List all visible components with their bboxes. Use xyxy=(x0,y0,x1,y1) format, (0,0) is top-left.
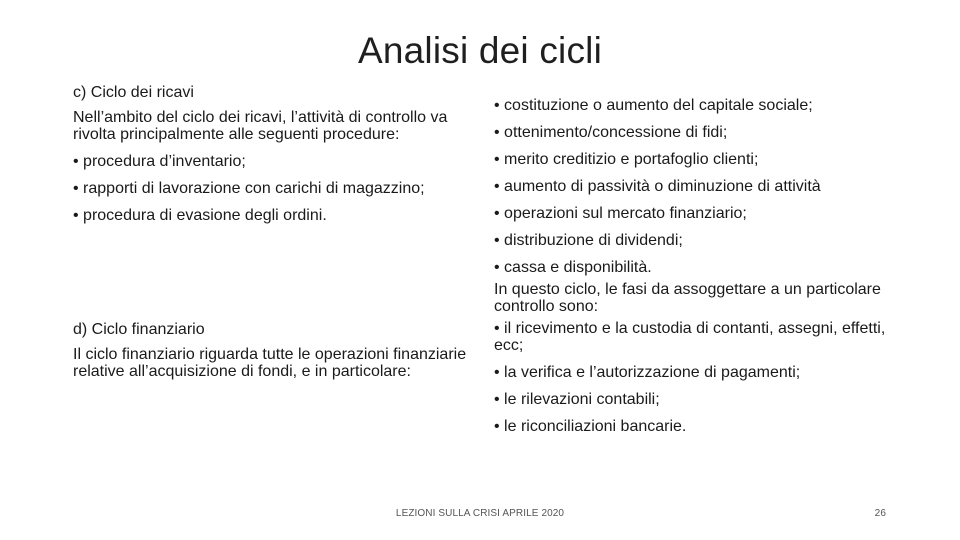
list-item: • operazioni sul mercato finanziario; xyxy=(494,205,747,222)
list-item: • ottenimento/concessione di fidi; xyxy=(494,124,728,141)
list-item: • aumento di passività o diminuzione di attività xyxy=(494,178,821,195)
section-heading: c) Ciclo dei ricavi xyxy=(73,84,194,101)
list-item: • procedura d’inventario; xyxy=(73,153,246,170)
footer-text: LEZIONI SULLA CRISI APRILE 2020 xyxy=(395,508,565,519)
section-ciclo-finanziario xyxy=(73,321,468,390)
list-item: • distribuzione di dividendi; xyxy=(494,232,683,249)
list-item: • rapporti di lavorazione con carichi di magazzino; xyxy=(73,180,425,197)
list-item: • le rilevazioni contabili; xyxy=(494,391,660,408)
section-heading: d) Ciclo finanziario xyxy=(73,321,205,338)
section-intro: Il ciclo finanziario riguarda tutte le operazioni finanziarie relative all’acquisizione di fondi, e in particolare: xyxy=(73,346,467,380)
list-item: • costituzione o aumento del capitale sociale; xyxy=(494,97,813,114)
right-column xyxy=(494,97,894,445)
list-item: • il ricevimento e la custodia di contanti, assegni, effetti, ecc; xyxy=(494,320,886,354)
list-item: • la verifica e l’autorizzazione di pagamenti; xyxy=(494,364,801,381)
section-ciclo-ricavi xyxy=(73,84,468,234)
list-item: • le riconciliazioni bancarie. xyxy=(494,418,687,435)
section-intro: Nell’ambito del ciclo dei ricavi, l’attività di controllo va rivolta principalmente alle seguenti procedure: xyxy=(73,109,448,143)
page-number: 26 xyxy=(874,508,886,519)
list-item: • merito creditizio e portafoglio clienti; xyxy=(494,151,759,168)
list-item: • cassa e disponibilità. xyxy=(494,259,652,276)
slide-title: Analisi dei cicli xyxy=(358,30,602,71)
list-item: • procedura di evasione degli ordini. xyxy=(73,207,327,224)
control-note: In questo ciclo, le fasi da assoggettare a un particolare controllo sono: xyxy=(494,281,881,315)
